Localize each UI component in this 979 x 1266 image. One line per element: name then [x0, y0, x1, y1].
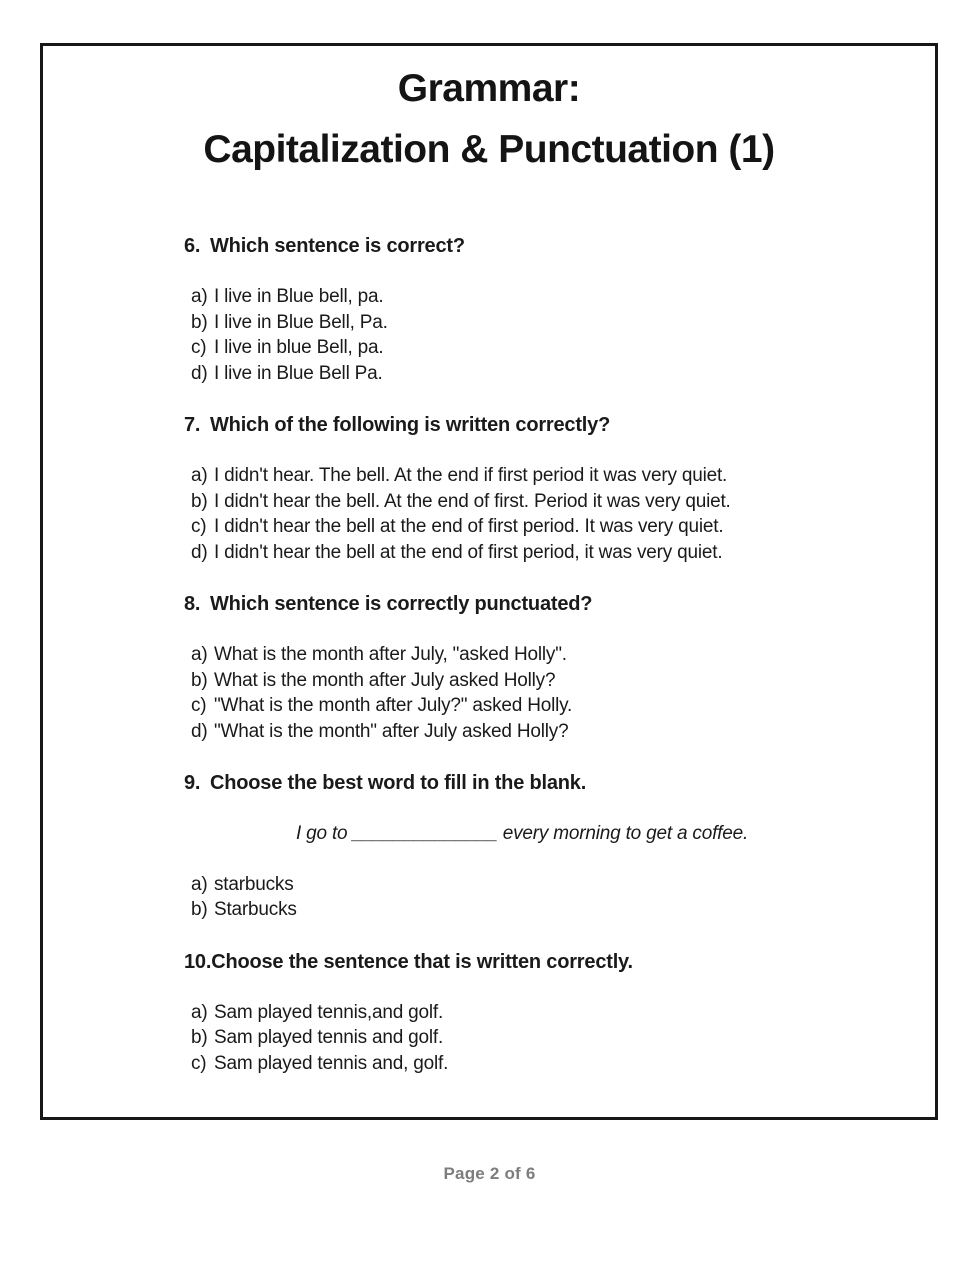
- option-letter: a): [191, 286, 208, 307]
- option-row: [191, 284, 905, 310]
- question-8: [184, 592, 905, 744]
- option-text: I live in Blue Bell, Pa.: [214, 311, 388, 333]
- question-prompt: Choose the best word to fill in the blank.: [210, 772, 587, 794]
- question-heading: [184, 413, 905, 438]
- option-letter: d): [191, 362, 208, 384]
- question-heading: [184, 592, 905, 617]
- option-row: [191, 642, 905, 668]
- question-number: 7.: [184, 414, 201, 436]
- question-prompt: Choose the sentence that is written correctly.: [211, 950, 633, 973]
- question-heading: [184, 771, 905, 796]
- option-row: [191, 693, 905, 719]
- option-letter: d): [191, 541, 208, 563]
- question-6: [184, 234, 905, 386]
- option-row: [191, 514, 905, 540]
- option-row: [191, 1051, 905, 1077]
- options-list: [191, 642, 905, 744]
- option-letter: b): [191, 1027, 208, 1048]
- option-letter: c): [191, 337, 207, 358]
- option-text: I didn't hear the bell at the end of first period, it was very quiet.: [214, 541, 723, 563]
- option-text: I didn't hear the bell at the end of first period. It was very quiet.: [214, 516, 724, 537]
- option-text: I live in Blue Bell Pa.: [214, 362, 383, 384]
- option-text: Sam played tennis and golf.: [214, 1027, 444, 1048]
- option-text: What is the month after July asked Holly?: [214, 669, 556, 691]
- option-row: [191, 719, 905, 745]
- page-title-line1: Grammar:: [397, 67, 581, 110]
- question-10: [184, 950, 905, 1077]
- option-text: I live in Blue bell, pa.: [214, 286, 384, 307]
- option-row: [191, 1000, 905, 1026]
- question-9: [184, 771, 905, 923]
- questions-list: [184, 234, 905, 1076]
- option-row: [191, 540, 905, 566]
- option-row: [191, 489, 905, 515]
- option-letter: c): [191, 1052, 207, 1074]
- option-letter: b): [191, 311, 208, 333]
- option-text: What is the month after July, "asked Holly".: [214, 644, 567, 665]
- option-text: starbucks: [214, 873, 294, 895]
- option-letter: d): [191, 720, 208, 742]
- options-list: [191, 284, 905, 386]
- option-row: [191, 463, 905, 489]
- question-number: 10.: [184, 950, 212, 973]
- option-text: "What is the month" after July asked Holly?: [214, 720, 569, 742]
- page-title-line2: Capitalization & Punctuation (1): [203, 128, 775, 171]
- question-prompt: Which of the following is written correctly?: [210, 414, 611, 436]
- option-text: I didn't hear. The bell. At the end if first period it was very quiet.: [214, 465, 728, 486]
- question-heading: [184, 234, 905, 259]
- options-list: [191, 463, 905, 565]
- option-letter: c): [191, 516, 207, 537]
- question-number: 9.: [184, 772, 201, 794]
- option-letter: a): [191, 1001, 208, 1023]
- option-text: "What is the month after July?" asked Holly.: [214, 695, 573, 716]
- question-7: [184, 413, 905, 565]
- option-text: Sam played tennis and, golf.: [214, 1052, 449, 1074]
- option-letter: b): [191, 669, 208, 691]
- option-letter: a): [191, 644, 208, 665]
- question-prompt: Which sentence is correct?: [210, 235, 465, 257]
- option-row: [191, 335, 905, 361]
- option-text: I live in blue Bell, pa.: [214, 337, 384, 358]
- option-row: [191, 310, 905, 336]
- option-letter: a): [191, 465, 208, 486]
- option-text: Starbucks: [214, 899, 297, 920]
- option-row: [191, 872, 905, 898]
- option-row: [191, 1025, 905, 1051]
- option-text: I didn't hear the bell. At the end of first. Period it was very quiet.: [214, 490, 731, 512]
- page-title: [43, 58, 935, 180]
- option-letter: a): [191, 873, 208, 895]
- options-list: [191, 1000, 905, 1077]
- question-heading: [184, 950, 905, 975]
- option-letter: b): [191, 490, 208, 512]
- question-prompt: Which sentence is correctly punctuated?: [210, 593, 593, 615]
- option-row: [191, 668, 905, 694]
- option-letter: c): [191, 695, 207, 716]
- page-number-footer: Page 2 of 6: [443, 1164, 536, 1183]
- fill-in-blank-sentence: I go to ______________ every morning to get a coffee.: [296, 823, 749, 844]
- worksheet-border-box: [40, 43, 938, 1120]
- question-number: 8.: [184, 593, 201, 615]
- option-row: [191, 897, 905, 923]
- question-number: 6.: [184, 235, 201, 257]
- option-text: Sam played tennis,and golf.: [214, 1001, 444, 1023]
- options-list: [191, 872, 905, 923]
- option-letter: b): [191, 899, 208, 920]
- option-row: [191, 361, 905, 387]
